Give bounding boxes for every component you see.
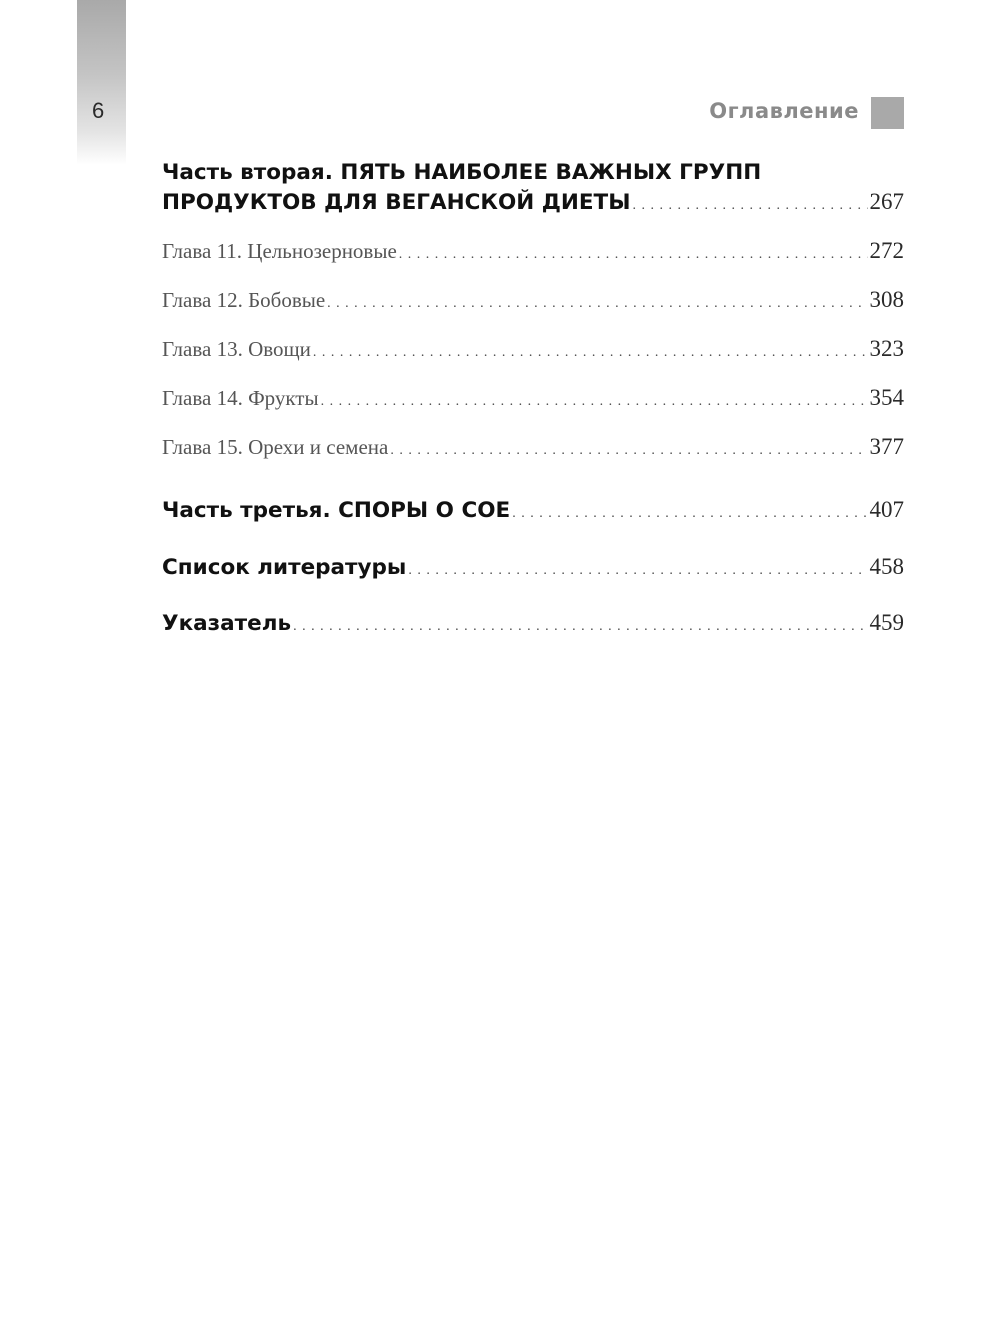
dot-leader: [327, 296, 867, 312]
dot-leader: [321, 394, 868, 410]
part-two-prefix: Часть вторая.: [162, 160, 333, 185]
chapter-title: Глава 11. Цельнозерновые: [162, 239, 397, 263]
toc-entry-chapter-11[interactable]: [162, 238, 904, 264]
chapter-title: Глава 14. Фрукты: [162, 386, 319, 410]
page-number: 6: [92, 98, 105, 123]
dot-leader: [399, 247, 868, 263]
page-edge-tab: [77, 0, 126, 165]
bibliography-title: Список литературы: [162, 555, 407, 580]
chapter-title: Глава 15. Орехи и семена: [162, 435, 389, 459]
index-page: 459: [869, 610, 904, 635]
part-three-page: 407: [869, 497, 904, 522]
bibliography-page: 458: [869, 554, 904, 579]
toc-entry-chapter-13[interactable]: [162, 336, 904, 362]
dot-leader: [512, 506, 867, 522]
running-head: Оглавление: [709, 99, 859, 123]
toc-entry-part-two[interactable]: [162, 160, 904, 215]
dot-leader: [390, 443, 867, 459]
dot-leader: [293, 619, 867, 635]
toc-entry-chapter-12[interactable]: [162, 287, 904, 313]
dot-leader: [313, 345, 868, 361]
toc-entry-index[interactable]: [162, 610, 904, 636]
dot-leader: [408, 563, 867, 579]
part-two-page: 267: [869, 189, 904, 214]
toc-entry-chapter-14[interactable]: [162, 385, 904, 411]
header-square-marker: [871, 97, 904, 129]
dot-leader: [632, 198, 867, 214]
toc-entry-bibliography[interactable]: [162, 554, 904, 580]
chapter-page: 308: [869, 287, 904, 312]
chapter-title: Глава 12. Бобовые: [162, 288, 326, 312]
part-three-title: Часть третья. СПОРЫ О СОЕ: [162, 498, 511, 523]
toc-entry-chapter-15[interactable]: [162, 434, 904, 460]
chapter-page: 377: [869, 434, 904, 459]
chapter-page: 323: [869, 336, 904, 361]
chapter-title: Глава 13. Овощи: [162, 337, 311, 361]
chapter-page: 272: [869, 238, 904, 263]
chapter-page: 354: [869, 385, 904, 410]
part-two-title-line2: ПРОДУКТОВ ДЛЯ ВЕГАНСКОЙ ДИЕТЫ: [162, 190, 631, 215]
part-two-title-line1: ПЯТЬ НАИБОЛЕЕ ВАЖНЫХ ГРУПП: [340, 160, 762, 185]
toc-entry-part-three[interactable]: [162, 497, 904, 523]
index-title: Указатель: [162, 611, 292, 636]
